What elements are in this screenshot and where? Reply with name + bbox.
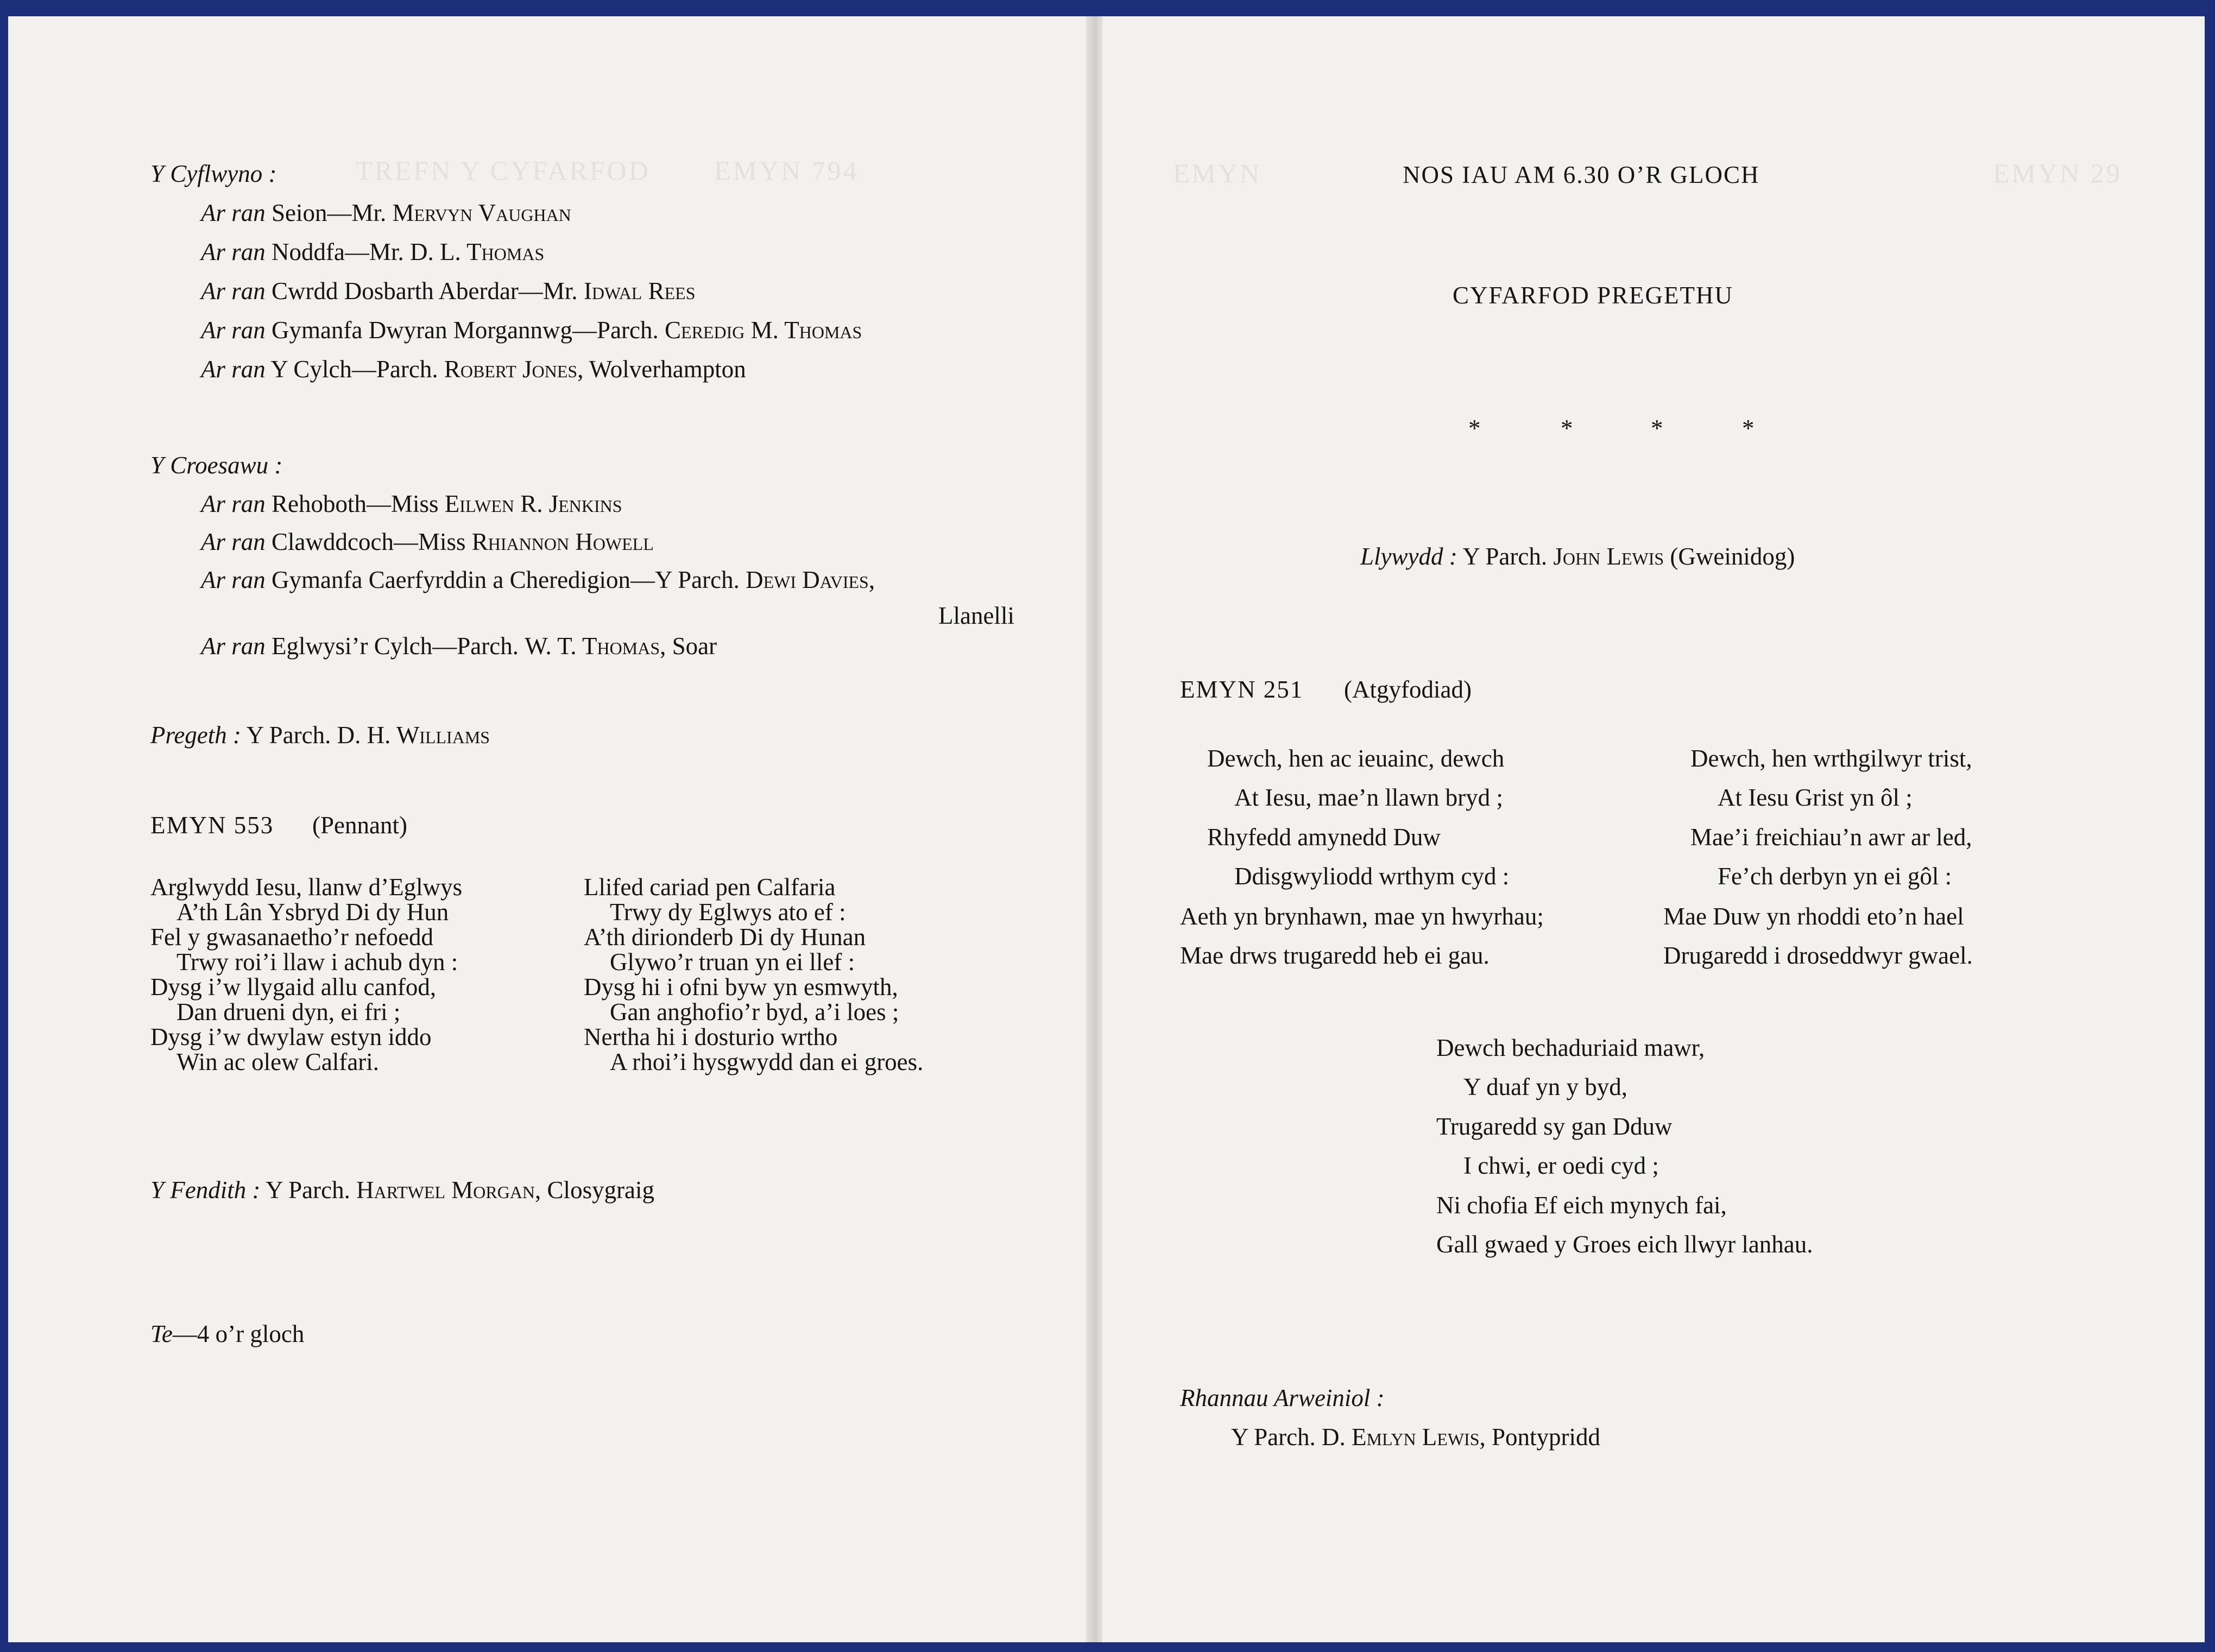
cyflwyno-line: Ar ran Cwrdd Dosbarth Aberdar—Mr. Idwal Rees bbox=[201, 277, 696, 305]
star-ornament: * bbox=[1561, 415, 1573, 442]
hymn-number: EMYN 251 bbox=[1180, 676, 1304, 703]
show-through-text: TREFN Y CYFARFOD bbox=[356, 155, 651, 186]
hymn-verse-line: Trugaredd sy gan Dduw bbox=[1436, 1113, 1673, 1140]
show-through-text: EMYN 794 bbox=[714, 155, 859, 186]
hymn-verse-line: Mae drws trugaredd heb ei gau. bbox=[1180, 942, 1490, 969]
hymn-verse-line: Gall gwaed y Groes eich llwyr lanhau. bbox=[1436, 1231, 1813, 1258]
cyflwyno-line: Ar ran Gymanfa Dwyran Morgannwg—Parch. Ceredig M. Thomas bbox=[201, 317, 862, 344]
hymn-verse-line: Glywo’r truan yn ei llef : bbox=[610, 948, 855, 976]
cyflwyno-line: Ar ran Seion—Mr. Mervyn Vaughan bbox=[201, 199, 571, 226]
show-through-text: EMYN 29 bbox=[1993, 158, 2122, 188]
star-ornament: * bbox=[1651, 415, 1663, 442]
cyflwyno-line: Ar ran Noddfa—Mr. D. L. Thomas bbox=[201, 238, 545, 265]
hymn-verse-line: Ni chofia Ef eich mynych fai, bbox=[1436, 1192, 1727, 1219]
hymn-verse-line: I chwi, er oedi cyd ; bbox=[1463, 1152, 1659, 1179]
croesawu-line: Ar ran Eglwysi’r Cylch—Parch. W. T. Thomas, Soar bbox=[201, 632, 717, 660]
star-ornament: * bbox=[1742, 415, 1755, 442]
hymn-verse-line: Y duaf yn y byd, bbox=[1463, 1073, 1628, 1100]
fendith-line: Y Fendith : Y Parch. Hartwel Morgan, Closygraig bbox=[150, 1176, 655, 1204]
hymn-verse-line: Dan drueni dyn, ei fri ; bbox=[176, 998, 401, 1026]
hymn-verse-line: Trwy roi’i llaw i achub dyn : bbox=[176, 948, 458, 976]
hymn-verse-line: Arglwydd Iesu, llanw d’Eglwys bbox=[150, 874, 463, 901]
hymn-verse-line: Rhyfedd amynedd Duw bbox=[1207, 824, 1441, 851]
croesawu-line: Ar ran Rehoboth—Miss Eilwen R. Jenkins bbox=[201, 490, 622, 517]
hymn-verse-line: Dysg i’w dwylaw estyn iddo bbox=[150, 1023, 432, 1050]
hymn-verse-line: Trwy dy Eglwys ato ef : bbox=[610, 898, 846, 926]
llywydd-line: Llywydd : Y Parch. John Lewis (Gweinidog) bbox=[1360, 543, 1795, 570]
hymn-verse-line: Dewch bechaduriaid mawr, bbox=[1436, 1034, 1705, 1061]
cyflwyno-label: Y Cyflwyno : bbox=[150, 160, 277, 187]
right-page bbox=[1102, 16, 2205, 1642]
rhannau-label: Rhannau Arweiniol : bbox=[1180, 1384, 1385, 1412]
hymn-verse-line: Dewch, hen ac ieuainc, dewch bbox=[1207, 745, 1505, 772]
hymn-tune: (Atgyfodiad) bbox=[1344, 676, 1472, 703]
pregeth-line: Pregeth : Y Parch. D. H. Williams bbox=[150, 721, 490, 749]
hymn-verse-line: A rhoi’i hysgwydd dan ei groes. bbox=[610, 1048, 924, 1075]
hymn-verse-line: Llifed cariad pen Calfaria bbox=[584, 874, 836, 901]
hymn-verse-line: Dysg i’w llygaid allu canfod, bbox=[150, 973, 437, 1001]
hymn-verse-line: Dysg hi i ofni byw yn esmwyth, bbox=[584, 973, 898, 1001]
star-ornament: * bbox=[1468, 415, 1481, 442]
cyflwyno-line: Ar ran Y Cylch—Parch. Robert Jones, Wolverhampton bbox=[201, 356, 746, 383]
hymn-verse-line: A’th dirionderb Di dy Hunan bbox=[584, 923, 866, 951]
time-heading: NOS IAU AM 6.30 O’R GLOCH bbox=[1403, 161, 1760, 188]
hymn-verse-line: Fel y gwasanaetho’r nefoedd bbox=[150, 923, 434, 951]
croesawu-line: Ar ran Gymanfa Caerfyrddin a Cheredigion—Y Parch. Dewi Davies, bbox=[201, 566, 875, 593]
hymn-verse-line: Fe’ch derbyn yn ei gôl : bbox=[1718, 863, 1952, 890]
hymn-verse-line: At Iesu Grist yn ôl ; bbox=[1718, 784, 1913, 811]
hymn-tune: (Pennant) bbox=[312, 812, 407, 839]
hymn-verse-line: Mae Duw yn rhoddi eto’n hael bbox=[1663, 903, 1964, 930]
hymn-number: EMYN 553 bbox=[150, 812, 274, 839]
hymn-verse-line: Win ac olew Calfari. bbox=[176, 1048, 380, 1075]
meeting-heading: CYFARFOD PREGETHU bbox=[1453, 282, 1733, 309]
left-page bbox=[8, 16, 1097, 1642]
rhannau-line: Y Parch. D. Emlyn Lewis, Pontypridd bbox=[1231, 1423, 1601, 1451]
hymn-verse-line: Gan anghofio’r byd, a’i loes ; bbox=[610, 998, 899, 1026]
show-through-text: EMYN bbox=[1173, 158, 1262, 188]
hymn-verse-line: At Iesu, mae’n llawn bryd ; bbox=[1234, 784, 1503, 811]
hymn-verse-line: Ddisgwyliodd wrthym cyd : bbox=[1234, 863, 1510, 890]
te-line: Te—4 o’r gloch bbox=[150, 1320, 305, 1347]
hymn-verse-line: Dewch, hen wrthgilwyr trist, bbox=[1690, 745, 1972, 772]
croesawu-line: Ar ran Clawddcoch—Miss Rhiannon Howell bbox=[201, 528, 654, 555]
hymn-verse-line: Nertha hi i dosturio wrtho bbox=[584, 1023, 838, 1050]
croesawu-label: Y Croesawu : bbox=[150, 452, 283, 479]
croesawu-continuation: Llanelli bbox=[938, 602, 1014, 629]
hymn-verse-line: Drugaredd i droseddwyr gwael. bbox=[1663, 942, 1973, 969]
hymn-verse-line: A’th Lân Ysbryd Di dy Hun bbox=[176, 898, 449, 926]
hymn-verse-line: Mae’i freichiau’n awr ar led, bbox=[1690, 824, 1972, 851]
hymn-verse-line: Aeth yn brynhawn, mae yn hwyrhau; bbox=[1180, 903, 1544, 930]
